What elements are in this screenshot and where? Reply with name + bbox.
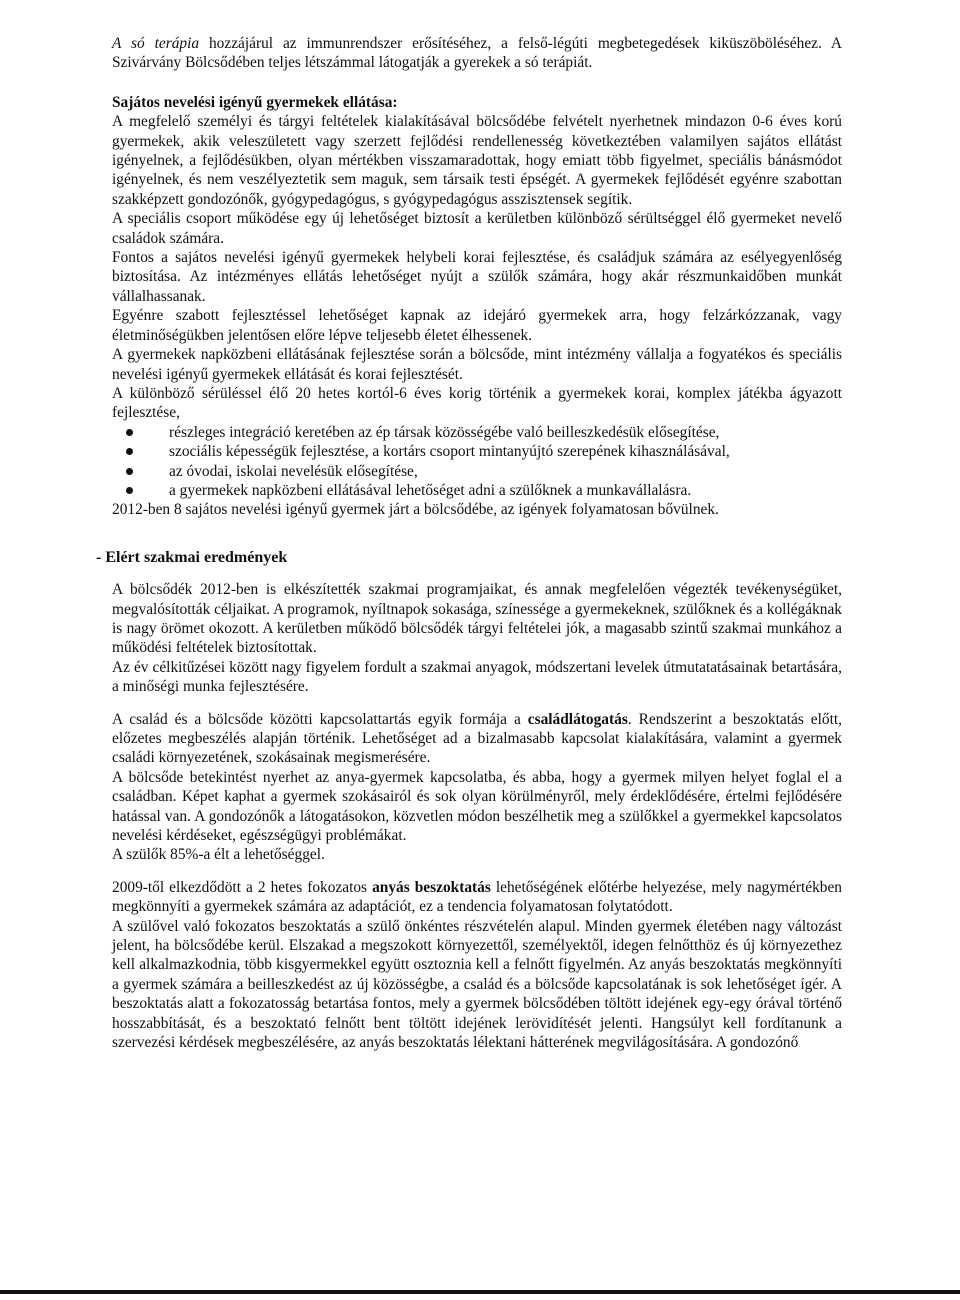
results-paragraph: A szülővel való fokozatos beszoktatás a szülő önkéntes részvételén alapul. Minden gyermek életében nagy változást jelent, ha bölcsődébe kerül. Elszakad a megszokott környezettől, személyektől, idegen felnőtthöz és új környezethez kell alkalmazkodnia, több kisgyermekkel együtt osztoznia kell a felnőtt figyelmén. Az anyás beszoktatás megkönnyíti a gyermek számára a beilleszkedést az új közösségbe, a család és a bölcsőde kapcsolatának is sok lehetőséget ígér. A beszoktatás alatt a fokozatosság betartása fontos, mely a gyermek bölcsődében töltött idejének egy-egy órával történő hosszabbítását, és a beszoktató felnőtt bent töltött idejének lerövidítését jelenti. Hangsúlyt kell fordítanunk a szervezési kérdések megbeszélésére, az anyás beszoktatás lélektani hátterének megvilágosítására. A gondozónő [112,917,842,1052]
special-needs-paragraph: A speciális csoport működése egy új lehetőséget biztosít a kerületben különböző sérültséggel élő gyermeket nevelő családok számára. [112,210,842,247]
special-needs-paragraph: A gyermekek napközbeni ellátásának fejlesztése során a bölcsőde, mint intézmény vállalja a fogyatékos és speciális nevelési igényű gyermekek ellátását és korai fejlesztését. [112,346,842,383]
list-item: szociális képességük fejlesztése, a kortárs csoport mintanyújtó szerepének kihasználásával, [112,442,842,461]
bullet-icon [126,429,133,436]
special-needs-paragraph: Egyénre szabott fejlesztéssel lehetőséget kapnak az idejáró gyermekek arra, hogy felzárkózzanak, vagy életminőségükben jelentősen előre lépve teljesebb életet élhessenek. [112,307,842,344]
special-needs-paragraph: Fontos a sajátos nevelési igényű gyermekek helybeli korai fejlesztése, és családjuk számára az esélyegyenlőség biztosítása. Az intézményes ellátás lehetőséget nyújt a szülők számára, hogy akár részmunkaidőben munkát vállalhassanak. [112,249,842,305]
family-visit-paragraph: A család és a bölcsőde közötti kapcsolattartás egyik formája a családlátogatás. Rendszerint a beszoktatás előtt, előzetes megbeszélés alapján történik. Lehetőséget ad a bizalmasabb kapcsolat kialakítására, valamint a gyermek családi környezetének, szokásainak megismerésére. [112,710,842,767]
settling-in-term: anyás beszoktatás [372,878,491,896]
settling-in-paragraph: 2009-től elkezdődött a 2 hetes fokozatos anyás beszoktatás lehetőségének előtérbe helyezése, mely nagymértékben megkönnyíti a gyermekek számára az adaptációt, ez a tendencia folyamatosan folytatódott. [112,878,842,916]
bullet-icon [126,448,133,455]
development-goals-list [112,423,842,501]
special-needs-heading: Sajátos nevelési igényű gyermekek ellátása: [112,93,398,111]
results-heading: - Elért szakmai eredmények [96,548,288,566]
list-item: az óvodai, iskolai nevelésük elősegítése, [112,462,842,481]
list-item: a gyermekek napközbeni ellátásával lehetőséget adni a szülőknek a munkavállalásra. [112,481,842,500]
document-page [96,34,843,1053]
bottom-border [0,1290,960,1294]
bullet-icon [126,468,133,475]
bullet-icon [126,487,133,494]
results-paragraph: A bölcsődék 2012-ben is elkészítették szakmai programjaikat, és annak megfelelően végezték tevékenységüket, megvalósították céljaikat. A programok, nyíltnapok sokasága, színessége a gyermekeknek, szülőknek és a kollégáknak is nagy örömet okozott. A kerületben működő bölcsődék tárgyi feltételei jók, a magasabb szintű szakmai munkához a működési feltételek biztosítottak. [112,581,842,657]
special-needs-paragraph: A különböző sérüléssel élő 20 hetes kortól-6 éves korig történik a gyermekek korai, komplex játékba ágyazott fejlesztése, [112,384,842,422]
salt-therapy-paragraph: A só terápia hozzájárul az immunrendszer erősítéséhez, a felső-légúti megbetegedések kiküszöböléséhez. A Szivárvány Bölcsődében teljes létszámmal látogatják a gyerekek a só terápiát. [112,35,843,72]
list-item: részleges integráció keretében az ép társak közösségébe való beilleszkedésük elősegítése, [112,423,842,442]
results-paragraph: Az év célkitűzései között nagy figyelem fordult a szakmai anyagok, módszertani levelek útmutatatásainak betartására, a minőségi munka fejlesztésére. [112,658,842,696]
special-needs-closing: 2012-ben 8 sajátos nevelési igényű gyermek járt a bölcsődébe, az igények folyamatosan bővülnek. [112,501,719,519]
results-paragraph: A szülők 85%-a élt a lehetőséggel. [112,846,325,864]
special-needs-paragraph: A megfelelő személyi és tárgyi feltételek kialakításával bölcsődébe felvételt nyerhetnek mindazon 0-6 éves korú gyermekek, akik veleszületett vagy szerzett fejlődési rendellenesség következtében valamilyen sajátos ellátást igényelnek, a fejlődésükben, olyan mértékben visszamaradottak, hogy emiatt több figyelmet, speciális bánásmódot igényelnek, és nem veszélyeztetik sem maguk, sem társaik testi épségét. A gyermekek fejlődését egyénre szabottan szakképzett gondozónők, gyógypedagógus, s gyógypedagógus asszisztensek segítik. [112,113,842,208]
salt-therapy-term: A só terápia [112,35,200,52]
results-paragraph: A bölcsőde betekintést nyerhet az anya-gyermek kapcsolatba, és abba, hogy a gyermek milyen helyet foglal el a családban. Képet kaphat a gyermek szokásairól és sok olyan körülményről, mely érdeklődésére, értelmi fejlődésére hatással van. A gondozónők a látogatásokon, közvetlen módon beszélhetik meg a szülőkkel a gyermekkel kapcsolatos nevelési kérdéseket, egészségügyi problémákat. [112,768,842,845]
family-visit-term: családlátogatás [527,710,628,728]
